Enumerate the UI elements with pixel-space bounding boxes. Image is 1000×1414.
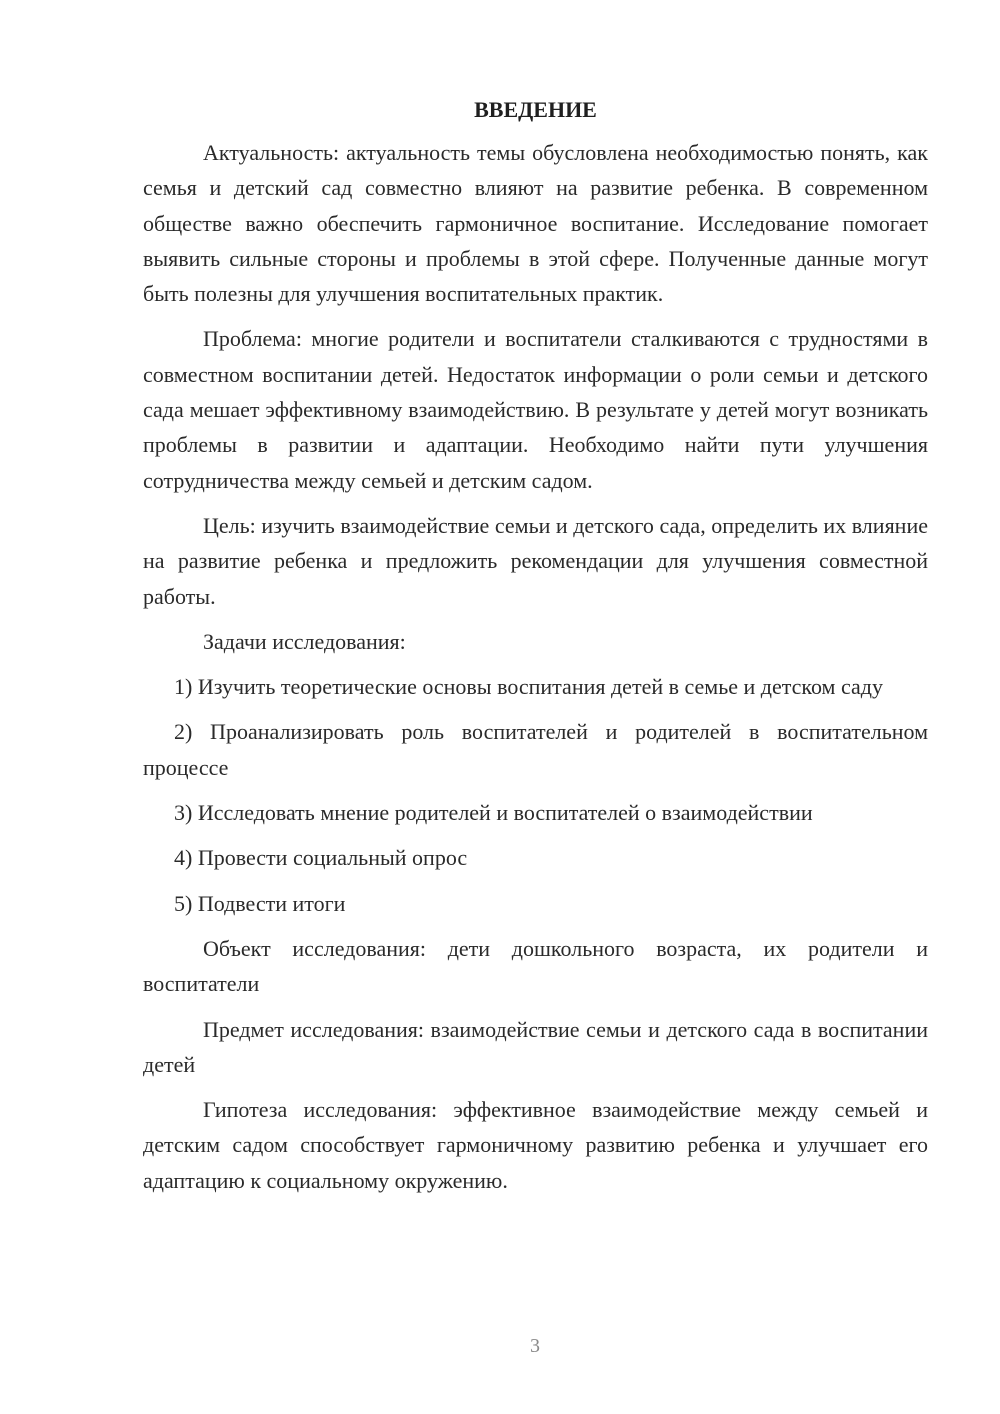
paragraph-tasks-heading: Задачи исследования: <box>203 628 406 654</box>
task-item-3: 3) Исследовать мнение родителей и воспитателей о взаимодействии <box>174 800 813 826</box>
document-page <box>143 92 928 1208</box>
task-item-1: 1) Изучить теоретические основы воспитания детей в семье и детском саду <box>174 674 883 700</box>
paragraph-relevance: Актуальность: актуальность темы обусловлена необходимостью понять, как семья и детский сад совместно влияют на развитие ребенка. В современном обществе важно обеспечить гармоничное воспитание. Исследование помогает выявить сильные стороны и проблемы в этой сфере. Полученные данные могут быть полезны для улучшения воспитательных практик. <box>143 140 928 307</box>
paragraph-goal: Цель: изучить взаимодействие семьи и детского сада, определить их влияние на развитие ребенка и предложить рекомендации для улучшения совместной работы. <box>143 512 928 609</box>
page-number: 3 <box>530 1335 540 1357</box>
paragraph-problem: Проблема: многие родители и воспитатели сталкиваются с трудностями в совместном воспитании детей. Недостаток информации о роли семьи и детского сада мешает эффективному взаимодействию. В результате у детей могут возникать проблемы в развитии и адаптации. Необходимо найти пути улучшения сотрудничества между семьей и детским садом. <box>143 326 928 493</box>
task-item-4: 4) Провести социальный опрос <box>174 845 468 871</box>
task-item-5: 5) Подвести итоги <box>174 890 346 916</box>
paragraph-object: Объект исследования: дети дошкольного возраста, их родители и воспитатели <box>143 935 928 997</box>
task-item-2: 2) Проанализировать роль воспитателей и родителей в воспитательном процессе <box>143 719 928 780</box>
paragraph-hypothesis: Гипотеза исследования: эффективное взаимодействие между семьей и детским садом способствует гармоничному развитию ребенка и улучшает его адаптацию к социальному окружению. <box>143 1097 928 1193</box>
paragraph-subject: Предмет исследования: взаимодействие семьи и детского сада в воспитании детей <box>143 1016 928 1077</box>
section-title: ВВЕДЕНИЕ <box>474 97 597 122</box>
